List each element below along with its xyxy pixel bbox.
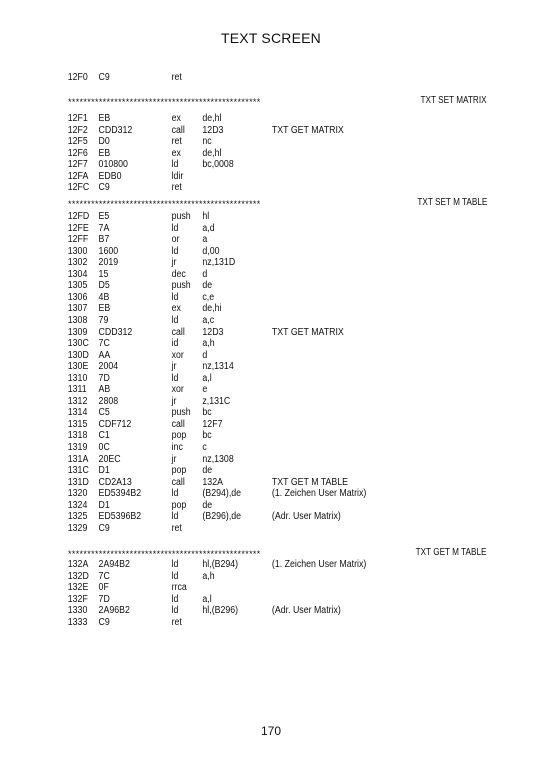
separator-line: ************************************************** (68, 97, 261, 107)
code-address: 1325 (67, 511, 88, 523)
code-hex-bytes: C5 (98, 407, 110, 419)
code-mnemonic: ld (171, 570, 179, 582)
separator-line: ************************************************** (68, 199, 261, 209)
code-address: 12FD (67, 211, 90, 222)
code-operand: 12D3 (202, 326, 224, 338)
code-hex-bytes: 7C (98, 570, 110, 582)
code-address: 131D (67, 476, 89, 488)
code-line (0, 571, 477, 583)
code-mnemonic: ex (171, 303, 181, 315)
code-address: 12FC (67, 182, 90, 194)
code-operand: de,hi (202, 303, 222, 315)
code-line (0, 407, 477, 419)
code-operand: 12D3 (202, 124, 224, 136)
code-hex-bytes: AB (98, 384, 111, 396)
code-address: 1314 (67, 407, 88, 419)
code-operand: a,d (202, 222, 215, 234)
code-hex-bytes: EB (98, 303, 111, 315)
code-mnemonic: xor (171, 349, 184, 361)
code-operand: de (202, 499, 213, 511)
code-hex-bytes: D0 (98, 136, 110, 148)
code-operand: bc,0008 (202, 159, 234, 171)
code-address: 12F0 (67, 72, 88, 83)
code-line (0, 605, 477, 617)
code-operand: z,131C (202, 395, 231, 407)
code-hex-bytes: 7C (98, 338, 110, 350)
code-operand: nz,1314 (202, 361, 234, 373)
code-line (0, 582, 477, 594)
code-line (0, 148, 477, 160)
code-operand: a,h (202, 570, 215, 582)
code-mnemonic: call (171, 476, 185, 488)
code-mnemonic: ld (171, 159, 179, 171)
code-hex-bytes: 15 (98, 268, 109, 280)
code-hex-bytes: CDD312 (98, 326, 133, 338)
code-address: 1329 (67, 522, 88, 534)
code-operand: 132A (202, 476, 223, 488)
code-line (0, 384, 477, 396)
code-hex-bytes: 2A94B2 (98, 559, 130, 570)
code-mnemonic: rrca (171, 582, 187, 594)
code-hex-bytes: 0F (98, 582, 109, 594)
code-operand: e (202, 384, 208, 396)
code-operand: nz,131D (202, 257, 236, 269)
code-operand: nz,1308 (202, 453, 234, 465)
code-address: 130E (67, 361, 89, 373)
code-line (0, 373, 477, 385)
code-address: 1300 (67, 245, 88, 257)
code-address: 12F1 (67, 113, 88, 124)
code-address: 1308 (67, 314, 88, 326)
code-mnemonic: ld (171, 593, 179, 605)
code-mnemonic: pop (171, 499, 187, 511)
code-line (0, 269, 477, 281)
code-line (0, 292, 477, 304)
code-hex-bytes: 2004 (98, 361, 119, 373)
code-mnemonic: ret (171, 522, 182, 534)
code-mnemonic: ld (171, 222, 179, 234)
code-operand: de (202, 280, 213, 292)
code-address: 1318 (67, 430, 88, 442)
code-operand: de (202, 465, 213, 477)
code-address: 1309 (67, 326, 88, 338)
code-operand: 12F7 (202, 418, 223, 430)
code-hex-bytes: D1 (98, 465, 110, 477)
code-line (0, 136, 477, 148)
code-line (0, 303, 477, 315)
code-address: 1306 (67, 291, 88, 303)
code-operand: (B294),de (202, 488, 242, 500)
code-hex-bytes: CD2A13 (98, 476, 132, 488)
code-line (0, 454, 477, 466)
code-hex-bytes: 7D (98, 593, 110, 605)
code-hex-bytes: 7D (98, 372, 110, 384)
code-line (0, 125, 477, 137)
code-mnemonic: call (171, 326, 185, 338)
code-mnemonic: pop (171, 430, 187, 442)
code-address: 1324 (67, 499, 88, 511)
code-mnemonic: ld (171, 291, 179, 303)
code-operand: hl (202, 211, 210, 222)
code-hex-bytes: CDD312 (98, 124, 133, 136)
section-label: TXT SET M TABLE (416, 197, 487, 208)
code-line (0, 315, 477, 327)
code-address: 1312 (67, 395, 88, 407)
code-mnemonic: call (171, 124, 185, 136)
code-address: 12F7 (67, 159, 88, 171)
code-operand: a,h (202, 338, 215, 350)
code-line (0, 182, 477, 194)
code-line (0, 211, 477, 223)
code-hex-bytes: 2019 (98, 257, 119, 269)
code-address: 131C (67, 465, 89, 477)
code-operand: c,e (202, 291, 215, 303)
code-line (0, 280, 477, 292)
code-line (0, 419, 477, 431)
code-address: 130D (67, 349, 89, 361)
code-mnemonic: ret (171, 72, 182, 83)
code-comment: TXT GET MATRIX (271, 326, 344, 338)
code-operand: d,00 (202, 245, 220, 257)
code-mnemonic: push (171, 280, 191, 292)
code-hex-bytes: 1600 (98, 245, 119, 257)
code-line (0, 159, 477, 171)
section-label: TXT GET M TABLE (416, 547, 487, 558)
code-line (0, 396, 477, 408)
code-mnemonic: ld (171, 488, 179, 500)
code-address: 12F6 (67, 147, 88, 159)
code-operand: c (202, 442, 207, 453)
code-address: 1315 (67, 418, 88, 430)
code-hex-bytes: C9 (98, 72, 110, 83)
code-address: 12FA (67, 170, 89, 182)
code-line (0, 430, 477, 442)
code-mnemonic: call (171, 418, 185, 430)
code-operand: hl,(B294) (202, 559, 239, 570)
code-address: 1305 (67, 280, 88, 292)
code-mnemonic: or (171, 234, 180, 246)
code-address: 12FE (67, 222, 89, 234)
code-mnemonic: ld (171, 511, 179, 523)
code-line (0, 234, 477, 246)
code-hex-bytes: B7 (98, 234, 110, 246)
code-hex-bytes: E5 (98, 211, 110, 222)
code-address: 12FF (67, 234, 89, 246)
code-hex-bytes: D1 (98, 499, 110, 511)
code-mnemonic: dec (171, 268, 186, 280)
code-hex-bytes: ED5394B2 (98, 488, 142, 500)
code-line (0, 559, 477, 571)
code-address: 1319 (67, 442, 88, 453)
code-line (0, 246, 477, 258)
code-address: 1311 (67, 384, 87, 396)
code-address: 12F5 (67, 136, 88, 148)
code-hex-bytes: C9 (98, 182, 110, 194)
code-line (0, 171, 477, 183)
code-operand: bc (202, 407, 212, 419)
code-mnemonic: push (171, 407, 191, 419)
code-hex-bytes: C9 (98, 522, 110, 534)
code-comment: (1. Zeichen User Matrix) (271, 559, 367, 570)
code-mnemonic: inc (171, 442, 183, 453)
code-operand: d (202, 349, 208, 361)
code-address: 131A (67, 453, 89, 465)
code-mnemonic: ld (171, 314, 179, 326)
code-operand: a,l (202, 593, 212, 605)
code-operand: nc (202, 136, 212, 148)
code-hex-bytes: 79 (98, 314, 109, 326)
code-operand: a (202, 234, 208, 246)
code-line (0, 500, 477, 512)
code-address: 1320 (67, 488, 88, 500)
code-line (0, 72, 477, 84)
code-line (0, 338, 477, 350)
code-mnemonic: jr (171, 453, 177, 465)
code-line (0, 442, 477, 454)
code-operand: de,hl (202, 147, 222, 159)
code-line (0, 617, 477, 629)
code-address: 1333 (67, 616, 88, 628)
code-operand: hl,(B296) (202, 605, 239, 617)
code-mnemonic: ld (171, 559, 179, 570)
code-address: 1304 (67, 268, 88, 280)
code-hex-bytes: 0C (98, 442, 110, 453)
code-address: 1330 (67, 605, 88, 617)
code-line (0, 511, 477, 523)
code-hex-bytes: ED5396B2 (98, 511, 142, 523)
code-hex-bytes: 010800 (98, 159, 128, 171)
code-comment: (Adr. User Matrix) (271, 605, 341, 617)
code-line (0, 257, 477, 269)
code-address: 1302 (67, 257, 88, 269)
code-hex-bytes: D5 (98, 280, 110, 292)
code-line (0, 113, 477, 125)
code-comment: TXT GET MATRIX (271, 124, 344, 136)
code-operand: d (202, 268, 208, 280)
code-hex-bytes: EDB0 (98, 170, 122, 182)
code-line (0, 523, 477, 535)
code-mnemonic: ld (171, 245, 179, 257)
code-address: 1307 (67, 303, 88, 315)
code-hex-bytes: 2808 (98, 395, 119, 407)
code-line (0, 361, 477, 373)
code-hex-bytes: EB (98, 147, 111, 159)
code-operand: de,hl (202, 113, 222, 124)
code-mnemonic: pop (171, 465, 187, 477)
code-mnemonic: jr (171, 395, 177, 407)
code-mnemonic: ld (171, 372, 179, 384)
separator-line: ************************************************** (68, 549, 261, 559)
code-mnemonic: ex (171, 147, 181, 159)
code-address: 12F2 (67, 124, 88, 136)
code-address: 130C (67, 338, 89, 350)
code-mnemonic: ldir (171, 170, 184, 182)
code-hex-bytes: AA (98, 349, 111, 361)
code-line (0, 350, 477, 362)
code-mnemonic: ret (171, 616, 182, 628)
code-operand: a,l (202, 372, 212, 384)
code-hex-bytes: 4B (98, 291, 110, 303)
code-operand: a,c (202, 314, 215, 326)
code-mnemonic: ex (171, 113, 181, 124)
code-hex-bytes: 20EC (98, 453, 121, 465)
code-hex-bytes: 7A (98, 222, 110, 234)
code-address: 132F (67, 593, 88, 605)
code-line (0, 594, 477, 606)
code-comment: (1. Zeichen User Matrix) (271, 488, 367, 500)
code-hex-bytes: C9 (98, 616, 110, 628)
code-comment: (Adr. User Matrix) (271, 511, 341, 523)
section-label: TXT SET MATRIX (420, 95, 487, 106)
code-address: 1310 (67, 372, 88, 384)
code-operand: bc (202, 430, 212, 442)
code-address: 132A (67, 559, 89, 570)
code-line (0, 223, 477, 235)
code-mnemonic: ld (171, 605, 179, 617)
code-operand: (B296),de (202, 511, 242, 523)
code-line (0, 477, 477, 489)
code-line (0, 327, 477, 339)
code-hex-bytes: CDF712 (98, 418, 132, 430)
code-mnemonic: id (171, 338, 179, 350)
code-line (0, 465, 477, 477)
code-mnemonic: jr (171, 257, 177, 269)
code-address: 132D (67, 570, 89, 582)
code-mnemonic: xor (171, 384, 184, 396)
code-mnemonic: ret (171, 136, 182, 148)
code-hex-bytes: C1 (98, 430, 110, 442)
code-hex-bytes: EB (98, 113, 111, 124)
code-mnemonic: push (171, 211, 191, 222)
code-line (0, 488, 477, 500)
code-address: 132E (67, 582, 89, 594)
page-number: 170 (260, 724, 282, 738)
code-mnemonic: jr (171, 361, 177, 373)
code-comment: TXT GET M TABLE (271, 476, 349, 488)
code-hex-bytes: 2A96B2 (98, 605, 130, 617)
page-title: TEXT SCREEN (221, 30, 321, 46)
code-mnemonic: ret (171, 182, 182, 194)
